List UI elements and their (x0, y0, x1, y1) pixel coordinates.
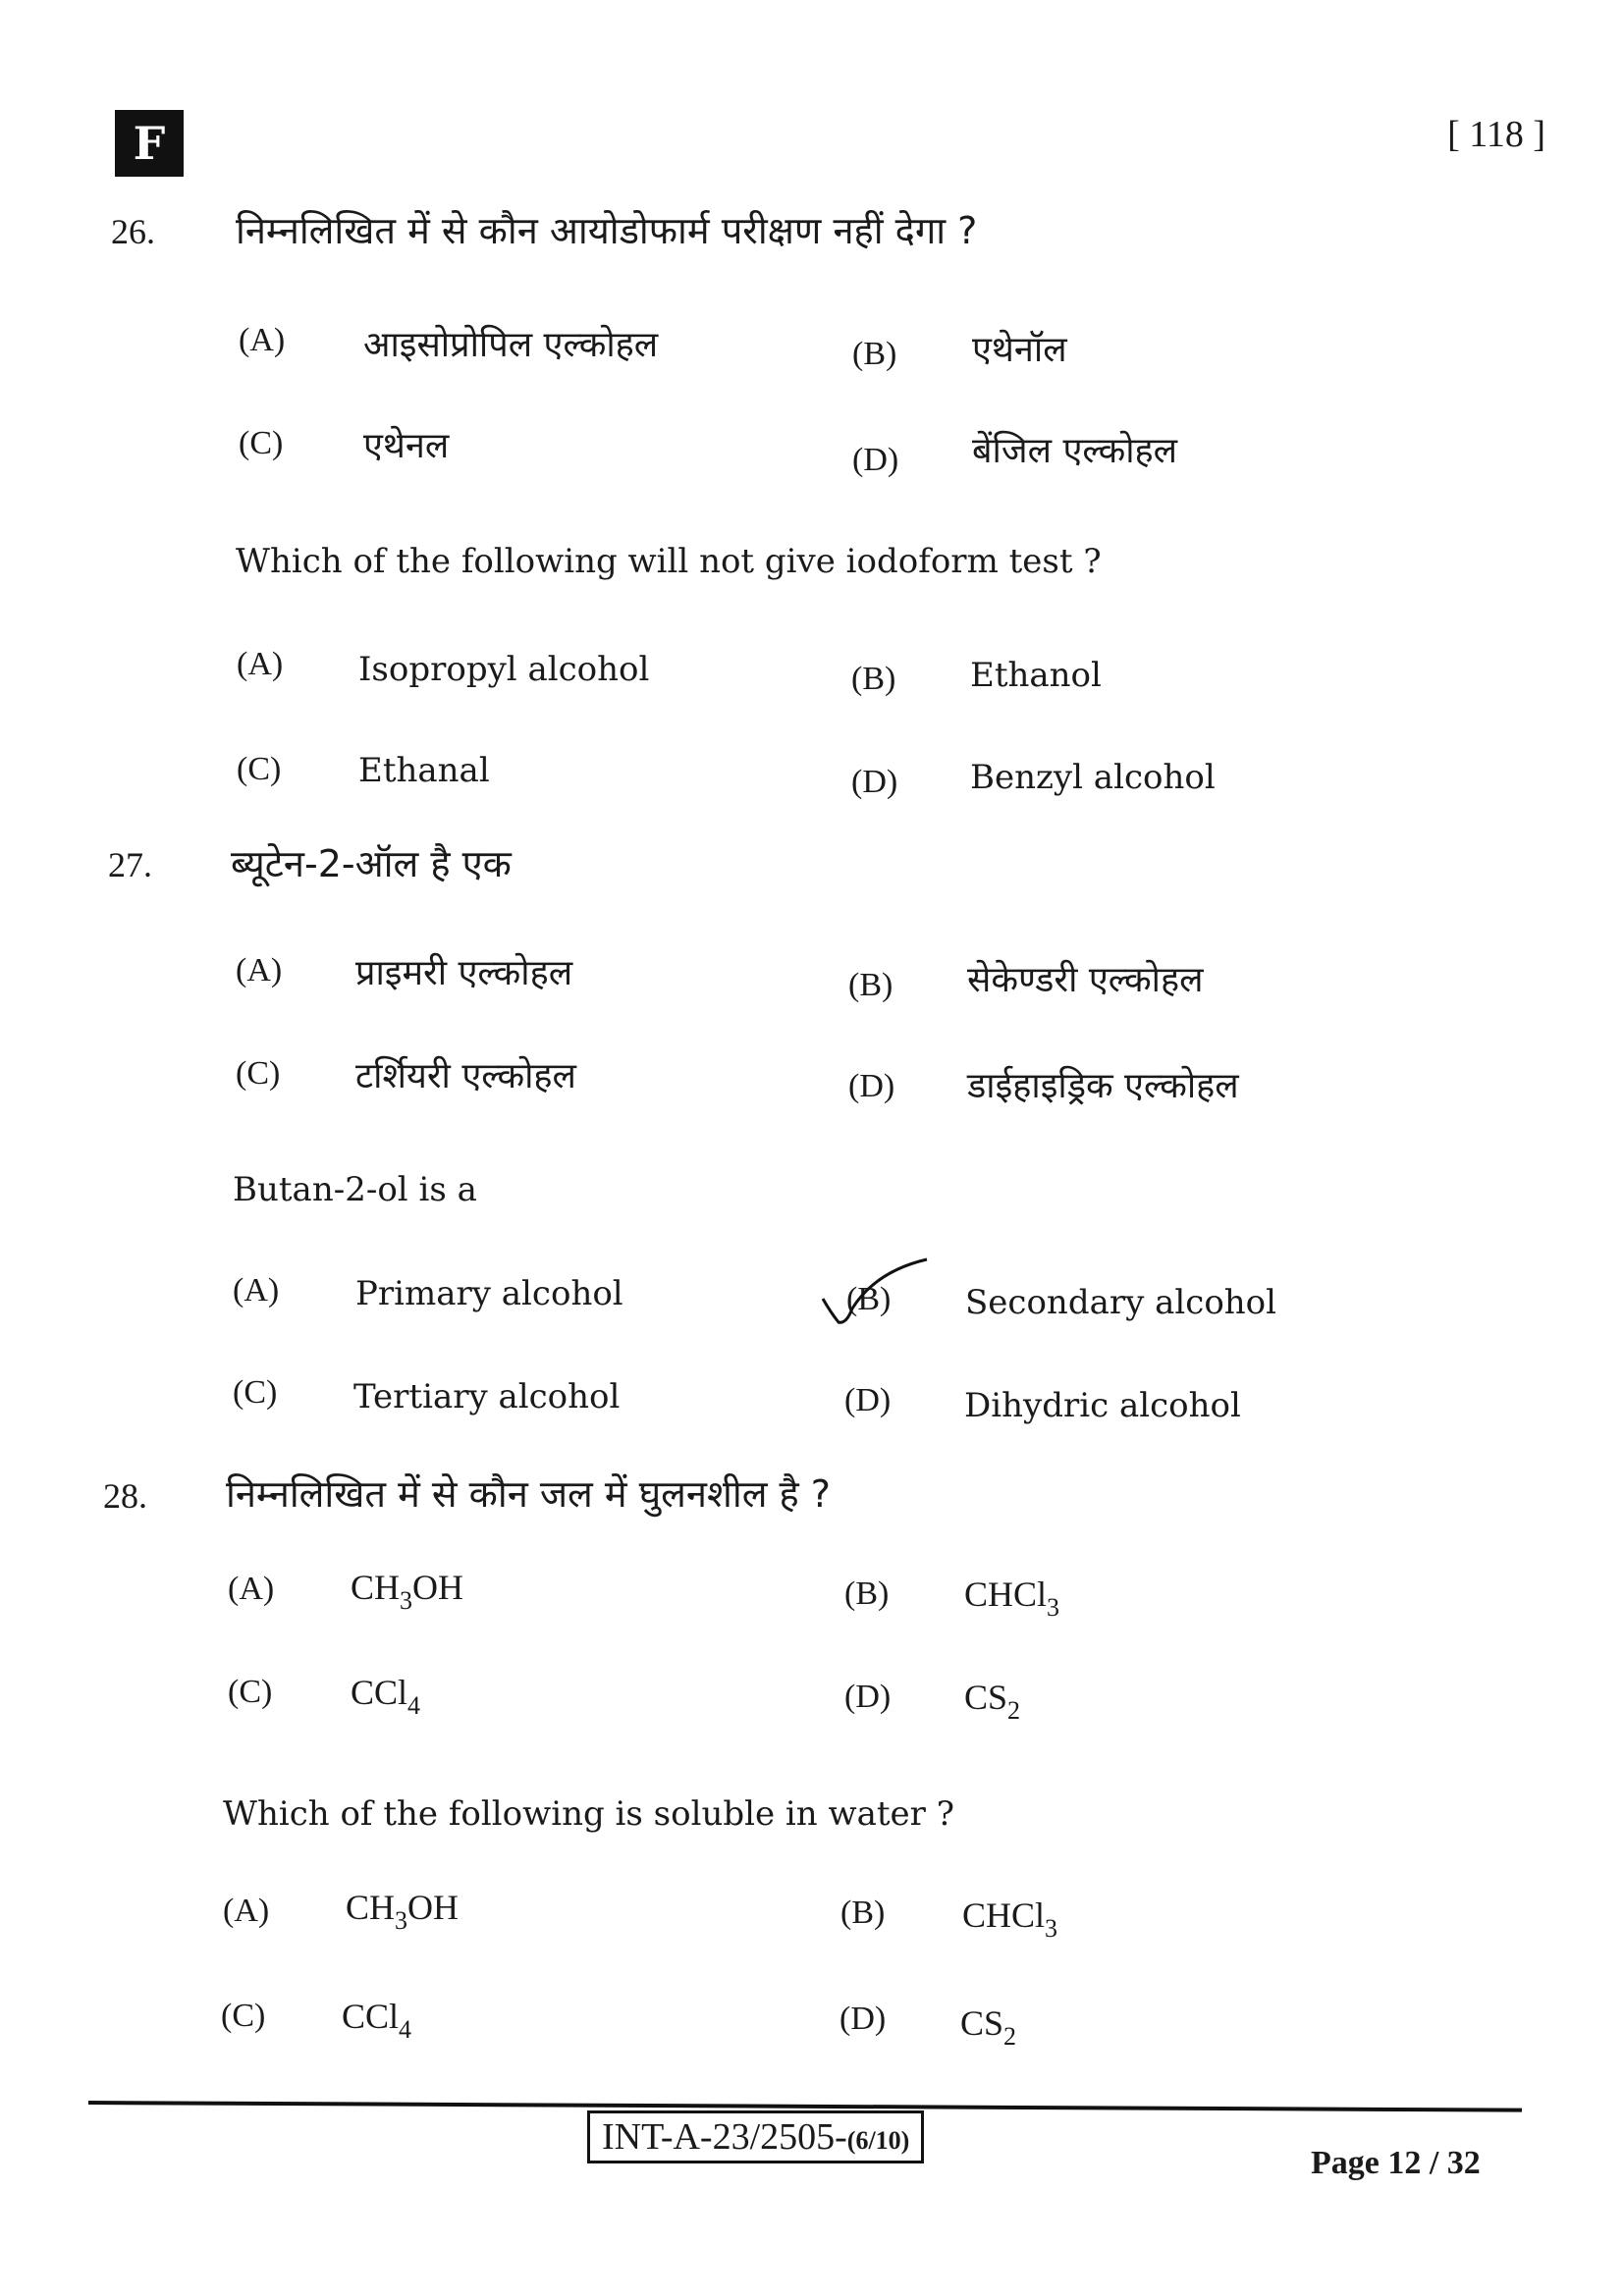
option-formula: $CS_2$ (964, 1678, 1021, 1725)
option-label: (D) (848, 1068, 895, 1104)
question-text-hindi: ब्यूटेन-2-ऑल है एक (231, 842, 512, 885)
option-formula: $CH_3OH$ (346, 1888, 460, 1935)
option-label: (A) (236, 952, 283, 988)
question-text-english: Which of the following will not give iodoform test ? (236, 542, 1102, 581)
option-text: Tertiary alcohol (353, 1377, 621, 1416)
option-label: (A) (239, 322, 286, 358)
option-label: (B) (840, 1895, 886, 1931)
option-text: Ethanal (358, 751, 490, 790)
option-label: (B) (851, 661, 896, 697)
question-text-hindi: निम्नलिखित में से कौन आयोडोफार्म परीक्षण नहीं देगा ? (236, 209, 978, 252)
option-text: टर्शियरी एल्कोहल (355, 1056, 576, 1096)
option-label: (C) (237, 751, 282, 787)
option-label-marked: (B) (846, 1281, 892, 1317)
option-text: डाईहाइड्रिक एल्कोहल (967, 1066, 1239, 1106)
option-text: एथेनॉल (972, 330, 1067, 370)
page-number: Page 12 / 32 (1311, 2145, 1481, 2181)
option-label: (D) (851, 764, 898, 800)
option-formula: CHCl$_3$ (964, 1575, 1060, 1622)
option-label: (B) (848, 967, 893, 1003)
option-label: (C) (233, 1374, 278, 1411)
option-text: सेकेण्डरी एल्कोहल (967, 960, 1204, 1000)
option-label: (D) (852, 442, 899, 478)
page-marker: [ 118 ] (1447, 114, 1545, 155)
option-label: (A) (233, 1272, 280, 1308)
question-number: 28. (103, 1476, 147, 1516)
option-text: बेंजिल एल्कोहल (972, 431, 1178, 471)
option-label: (D) (839, 2001, 887, 2037)
option-formula: CCl$_4$ (342, 1997, 412, 2044)
option-label: (A) (237, 646, 284, 682)
option-text: आइसोप्रोपिल एल्कोहल (363, 325, 659, 365)
paper-code: INT-A-23/2505-(6/10) (587, 2110, 924, 2163)
option-text: एथेनल (363, 426, 450, 466)
question-text-hindi: निम्नलिखित में से कौन जल में घुलनशील है ? (226, 1472, 831, 1516)
option-label: (A) (223, 1893, 270, 1929)
option-text: Isopropyl alcohol (358, 650, 650, 689)
option-text: Ethanol (970, 656, 1102, 695)
option-label: (C) (239, 425, 284, 461)
option-text: Primary alcohol (355, 1274, 623, 1313)
option-label: (B) (844, 1575, 890, 1612)
option-text: Benzyl alcohol (970, 758, 1216, 797)
option-formula: $CS_2$ (960, 2003, 1017, 2051)
question-number: 27. (108, 845, 152, 884)
option-formula: CHCl$_3$ (962, 1896, 1058, 1943)
option-label: (C) (236, 1055, 281, 1092)
option-label: (B) (852, 336, 897, 372)
checkmark-icon (817, 1252, 935, 1330)
option-text: Dihydric alcohol (964, 1386, 1241, 1425)
question-number: 26. (111, 212, 155, 251)
option-label: (A) (228, 1571, 275, 1607)
option-label: (D) (844, 1382, 892, 1418)
option-label: (C) (228, 1674, 273, 1710)
question-text-english: Which of the following is soluble in water ? (223, 1794, 954, 1834)
option-formula: $CH_3OH$ (351, 1568, 464, 1615)
option-text: प्राइमरी एल्कोहल (355, 953, 573, 993)
option-text: Secondary alcohol (965, 1283, 1277, 1322)
option-label: (C) (221, 1998, 266, 2034)
option-formula: CCl$_4$ (351, 1673, 421, 1720)
question-text-english: Butan-2-ol is a (233, 1170, 477, 1209)
option-label: (D) (844, 1679, 892, 1715)
set-code-badge: F (115, 110, 184, 177)
